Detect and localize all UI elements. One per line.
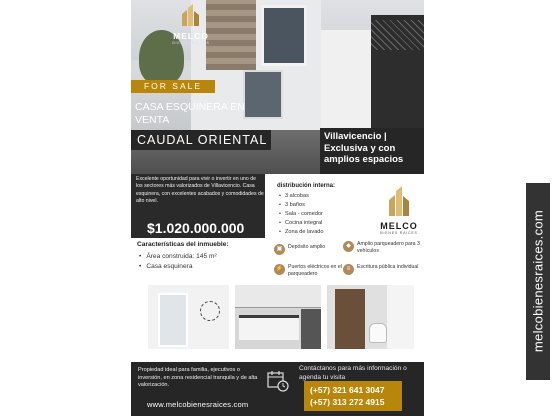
list-item: • 3 alcobas: [279, 192, 324, 201]
distribution-list: [279, 192, 324, 237]
kitchen-photo: [235, 285, 321, 349]
document-icon: ≡: [343, 264, 354, 275]
tagline-line: Exclusiva y con: [324, 142, 396, 154]
list-item: • Sala - comedor: [279, 210, 324, 219]
city-tagline: [320, 128, 424, 174]
footer-text: Propiedad ideal para familia, ejecutivos o inversión, en zona residencial tranquila y de alta valorización.: [138, 367, 258, 389]
toilet: [369, 323, 387, 343]
amenity-deed: ≡ Escritura pública individual: [343, 264, 421, 275]
brand-name: MELCO: [173, 31, 209, 41]
calendar-clock-icon: [267, 370, 289, 392]
amenity-storage: ▣ Depósito amplio: [274, 244, 344, 255]
side-website-text: melcobienesraices.com: [530, 209, 546, 353]
building-logo-icon: [178, 4, 204, 26]
window: [261, 5, 307, 66]
bathroom-photo: [327, 285, 414, 349]
website-link[interactable]: www.melcobienesraices.com: [147, 400, 249, 409]
tagline-line: amplios espacios: [324, 154, 404, 165]
neighborhood-label: CAUDAL ORIENTAL: [131, 130, 271, 150]
phone-number[interactable]: (+57) 313 272 4915: [310, 397, 385, 407]
plug-icon: ⚡: [274, 264, 285, 275]
list-item: • Cocina integral: [279, 219, 324, 228]
living-room-photo: [148, 285, 229, 349]
for-sale-badge: FOR SALE: [131, 80, 215, 93]
side-website-label: [526, 183, 550, 380]
tagline-line: Villavicencio |: [324, 131, 387, 142]
brand-subtitle: BIENES RAICES: [380, 231, 418, 235]
property-flyer: [131, 0, 424, 416]
amenity-chargers: ⚡ Puertos eléctricos en el parqueadero: [275, 264, 342, 277]
list-item: • Área construida: 145 m²: [139, 252, 217, 262]
wall-clock: [200, 301, 220, 321]
list-item: • Zona de lavado: [279, 228, 324, 237]
phone-box: [304, 381, 402, 411]
box-icon: ▣: [274, 244, 285, 255]
phone-number[interactable]: (+57) 321 641 3047: [310, 385, 385, 395]
price: $1.020.000.000: [147, 220, 245, 236]
features-list: [139, 252, 217, 272]
building-logo-icon: [386, 186, 412, 216]
brand-subtitle: BIENES RAICES: [172, 41, 210, 45]
car-icon: ◆: [343, 241, 354, 252]
property-type: CASA ESQUINERA EN VENTA: [135, 101, 245, 126]
distribution-title: distribución interna:: [277, 183, 336, 189]
description-text: Excelente oportunidad para vivir o invertir en uno de los sectores más valorizados de Villavicencio. Casa esquinera, con excelentes acabados y comodidades de alto nivel.: [136, 176, 264, 205]
razor-wire: [371, 20, 424, 50]
list-item: • 3 baños: [279, 201, 324, 210]
melco-logo-mid: [373, 186, 424, 235]
brand-name: MELCO: [380, 221, 418, 231]
amenity-parking: ◆ Amplio parqueadero para 3 vehículos: [343, 241, 421, 254]
list-item: • Casa esquinera: [139, 262, 217, 272]
melco-logo-top: [167, 4, 215, 45]
features-title: Características del inmueble:: [137, 241, 229, 248]
contact-text: Contáctanos para más información o agenda tu visita: [299, 365, 407, 381]
